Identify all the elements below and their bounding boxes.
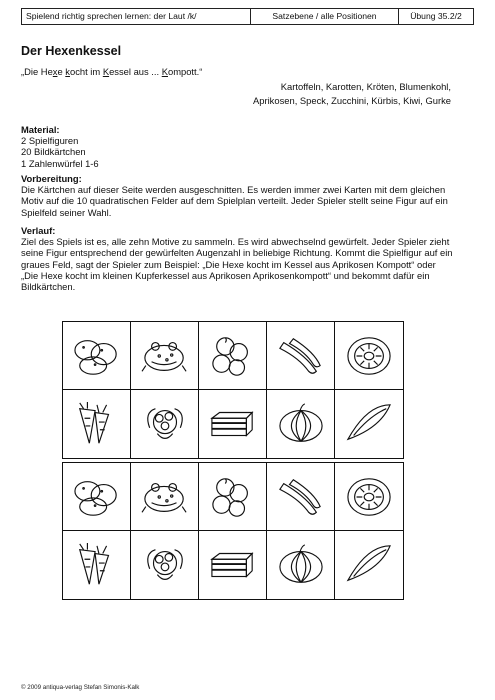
picture-card[interactable]: [335, 531, 403, 599]
picture-card[interactable]: [199, 463, 267, 531]
picture-card[interactable]: [199, 531, 267, 599]
zucchini-icon: [274, 333, 328, 379]
material-heading: Material:: [21, 124, 60, 135]
cucumber-icon: [342, 401, 396, 447]
bacon-icon: [206, 401, 260, 447]
picture-card[interactable]: [63, 322, 131, 390]
picture-card[interactable]: [267, 463, 335, 531]
kiwi-icon: [342, 333, 396, 379]
cucumber-icon: [342, 542, 396, 588]
apricots-icon: [206, 333, 260, 379]
potatoes-icon: [70, 474, 124, 520]
picture-card[interactable]: [267, 531, 335, 599]
word-list: [151, 80, 451, 108]
worksheet-header: [21, 8, 474, 25]
procedure-heading: Verlauf:: [21, 225, 56, 236]
word-list-line: Kartoffeln, Karotten, Kröten, Blumenkohl,: [280, 81, 451, 92]
picture-card[interactable]: [63, 390, 131, 458]
card-sheet-top: [62, 321, 404, 459]
toad-icon: [138, 474, 192, 520]
picture-card[interactable]: [335, 322, 403, 390]
material-item: 20 Bildkärtchen: [21, 146, 86, 158]
word-list-line: Aprikosen, Speck, Zucchini, Kürbis, Kiwi, Gurke: [253, 95, 451, 106]
picture-card[interactable]: [267, 322, 335, 390]
preparation-heading: Vorbereitung:: [21, 173, 82, 184]
carrots-icon: [70, 401, 124, 447]
toad-icon: [138, 333, 192, 379]
potatoes-icon: [70, 333, 124, 379]
card-sheet-bottom: [62, 462, 404, 600]
target-sentence: „Die Hexe kocht im Kessel aus ... Kompott.“: [21, 66, 203, 77]
header-exercise: Übung 35.2/2: [410, 11, 462, 21]
copyright-footer: © 2009 antiqua-verlag Stefan Simonis-Kalk: [21, 684, 140, 691]
picture-card[interactable]: [199, 390, 267, 458]
material-item: 2 Spielfiguren: [21, 135, 79, 147]
picture-card[interactable]: [131, 322, 199, 390]
header-subject: Spielend richtig sprechen lernen: der Laut /k/: [22, 9, 251, 24]
kiwi-icon: [342, 474, 396, 520]
preparation-section: [21, 173, 453, 218]
pumpkin-icon: [274, 401, 328, 447]
picture-card[interactable]: [131, 463, 199, 531]
picture-card[interactable]: [131, 390, 199, 458]
preparation-text: Die Kärtchen auf dieser Seite werden ausgeschnitten. Es werden immer zwei Karten mit dem gleichen Motiv auf die 10 quadratischen Felder auf dem Spielplan verteilt. Jeder Spieler stellt seine Figur auf ein Spielfeld seiner Wahl.: [21, 184, 448, 218]
procedure-text: Ziel des Spiels ist es, alle zehn Motive zu sammeln. Es wird abwechselnd gewürfelt. Jeder Spieler zieht seine Figur entsprechend der gewürfelten Augenzahl in beliebige Richtung. Kommt die Spielfigur auf ein graues Feld, sagt der Spieler zum Beispiel: „Die Hexe kocht im Kessel aus Aprikosen Kompott“ oder „Die Hexe kocht im kleinen Kupferkessel aus Aprikosen Aprikosenkompott“ und bekommt dafür ein Bildkärtchen.: [21, 236, 453, 293]
picture-card[interactable]: [131, 531, 199, 599]
zucchini-icon: [274, 474, 328, 520]
picture-card[interactable]: [335, 390, 403, 458]
procedure-section: [21, 225, 453, 292]
apricots-icon: [206, 474, 260, 520]
picture-card[interactable]: [63, 463, 131, 531]
page-title: Der Hexenkessel: [21, 44, 122, 58]
pumpkin-icon: [274, 542, 328, 588]
cauliflower-icon: [138, 542, 192, 588]
cauliflower-icon: [138, 401, 192, 447]
picture-card[interactable]: [267, 390, 335, 458]
header-level: Satzebene / alle Positionen: [251, 9, 399, 24]
picture-card[interactable]: [199, 322, 267, 390]
picture-card[interactable]: [63, 531, 131, 599]
material-section: [21, 124, 453, 169]
bacon-icon: [206, 542, 260, 588]
carrots-icon: [70, 542, 124, 588]
material-item: 1 Zahlenwürfel 1-6: [21, 157, 99, 169]
picture-card[interactable]: [335, 463, 403, 531]
